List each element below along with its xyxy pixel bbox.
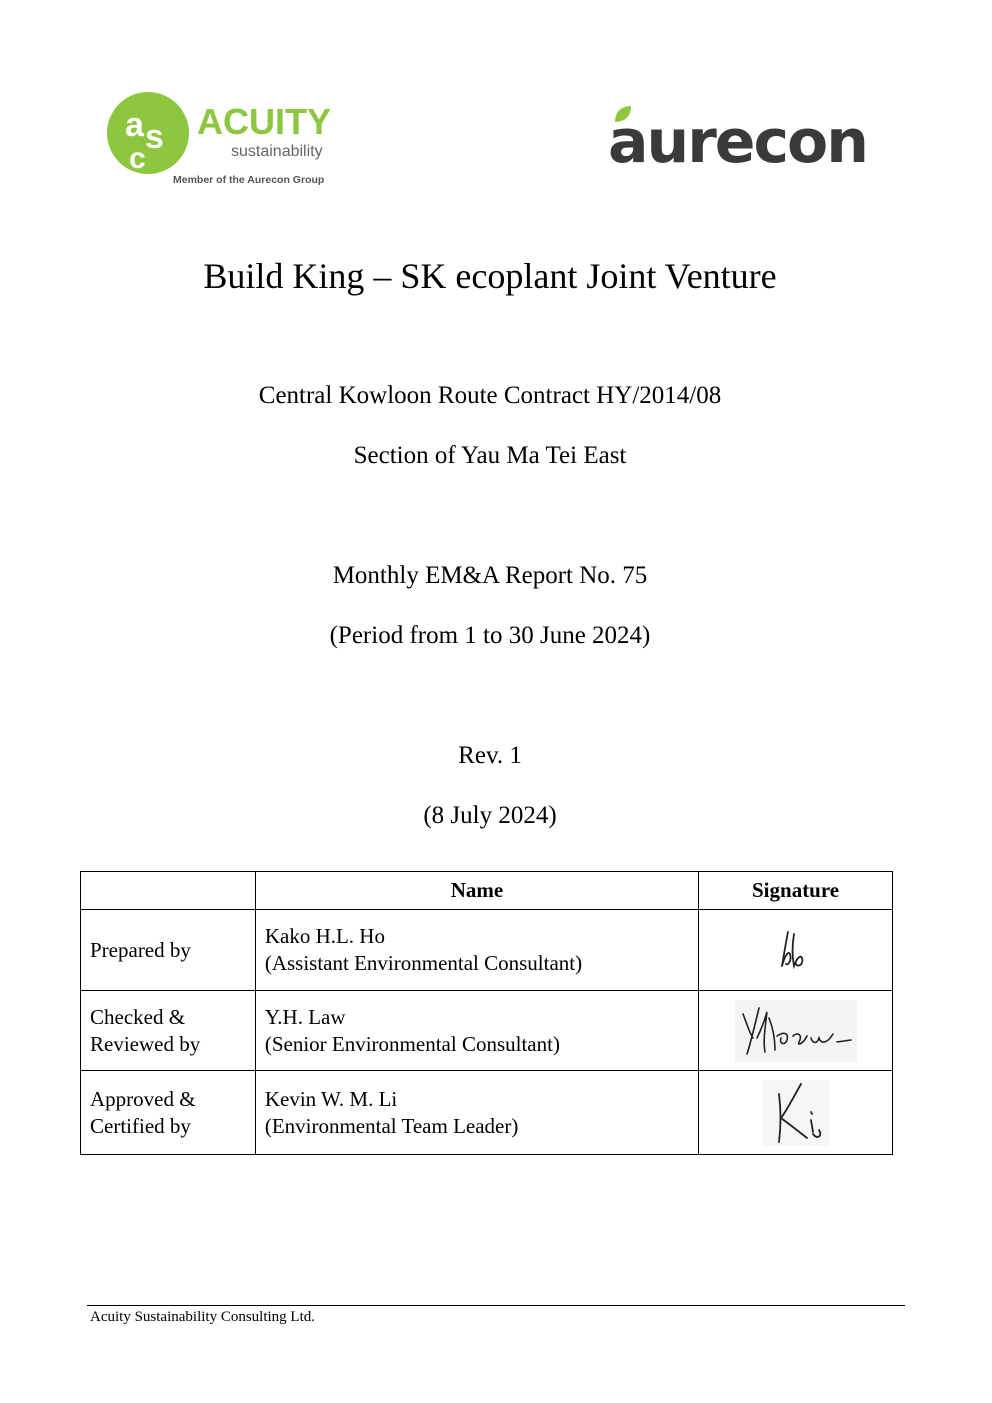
acuity-circle-icon <box>107 92 189 174</box>
role-label: Checked & <box>90 1004 186 1029</box>
signature-cell <box>699 991 893 1071</box>
role-cell <box>81 910 256 991</box>
role-label: Prepared by <box>90 937 191 962</box>
svg-text:c: c <box>129 142 146 174</box>
person-name: Kevin W. M. Li <box>264 1086 398 1111</box>
signature-cell <box>699 1071 893 1155</box>
person-name: Y.H. Law <box>264 1004 346 1029</box>
signature-image <box>759 1076 833 1150</box>
signature-cell <box>699 910 893 991</box>
person-position: (Senior Environmental Consultant) <box>264 1031 560 1056</box>
table-row <box>81 1071 893 1155</box>
footer-company: Acuity Sustainability Consulting Ltd. <box>90 1309 315 1325</box>
table-header-row <box>81 872 893 910</box>
report-period: (Period from 1 to 30 June 2024) <box>329 622 651 649</box>
name-cell <box>255 991 698 1071</box>
revision-date: (8 July 2024) <box>423 802 557 829</box>
name-cell <box>255 1071 698 1155</box>
header-signature: Signature <box>699 872 893 910</box>
role-label: Certified by <box>90 1113 191 1138</box>
role-label: Reviewed by <box>90 1031 201 1056</box>
name-cell <box>255 910 698 991</box>
svg-text:a: a <box>125 106 144 144</box>
approval-table <box>80 871 893 1155</box>
svg-text:s: s <box>145 118 164 156</box>
section-line: Section of Yau Ma Tei East <box>353 442 627 469</box>
contract-line: Central Kowloon Route Contract HY/2014/08 <box>258 382 722 409</box>
header-name: Name <box>255 872 698 910</box>
role-label: Approved & <box>90 1086 196 1111</box>
acuity-sub: sustainability <box>231 143 323 160</box>
role-cell <box>81 1071 256 1155</box>
acuity-logo <box>105 90 350 190</box>
acuity-member-text: Member of the Aurecon Group <box>173 174 325 186</box>
aurecon-logo <box>608 104 876 177</box>
table-row <box>81 910 893 991</box>
revision: Rev. 1 <box>458 742 522 769</box>
table-row <box>81 991 893 1071</box>
aurecon-wordmark: aurecon <box>608 107 867 177</box>
signature-image <box>733 998 859 1064</box>
report-number: Monthly EM&A Report No. 75 <box>332 562 648 589</box>
header-role <box>81 872 256 910</box>
person-position: (Environmental Team Leader) <box>264 1113 519 1138</box>
person-name: Kako H.L. Ho <box>264 924 385 948</box>
acuity-brand: ACUITY <box>197 101 331 142</box>
signature-image <box>766 920 826 980</box>
person-position: (Assistant Environmental Consultant) <box>264 951 583 975</box>
role-cell <box>81 991 256 1071</box>
document-title: Build King – SK ecoplant Joint Venture <box>203 256 777 296</box>
footer-divider <box>87 1305 905 1306</box>
